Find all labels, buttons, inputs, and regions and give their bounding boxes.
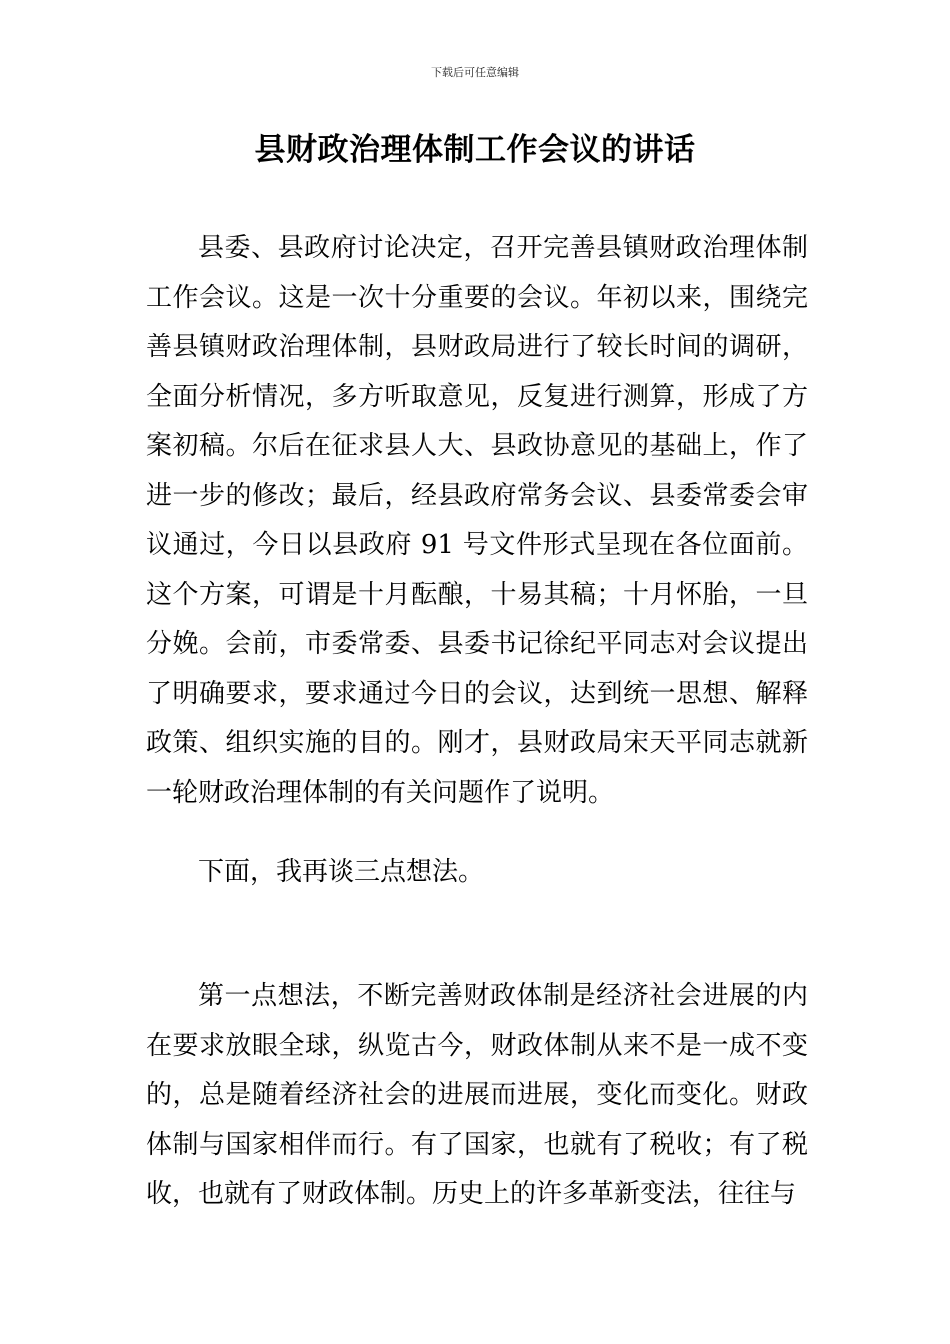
document-title: 县财政治理体制工作会议的讲话 <box>254 132 696 168</box>
header-note: 下载后可任意编辑 <box>431 66 519 79</box>
paragraph: 第一点想法，不断完善财政体制是经济社会进展的内在要求放眼全球，纵览古今，财政体制从来不是一成不变的，总是随着经济社会的进展而进展，变化而变化。财政体制与国家相伴而行。有了国家，也就有了税收；有了税收，也就有了财政体制。历史上的许多革新变法，往往与 <box>146 981 808 1209</box>
paragraph: 下面，我再谈三点想法。 <box>198 857 485 887</box>
paragraph: 县委、县政府讨论决定，召开完善县镇财政治理体制工作会议。这是一次十分重要的会议。年初以来，围绕完善县镇财政治理体制，县财政局进行了较长时间的调研，全面分析情况，多方听取意见，反复进行测算，形成了方案初稿。尔后在征求县人大、县政协意见的基础上，作了进一步的修改；最后，经县政府常务会议、县委常委会审议通过，今日以县政府 91 号文件形式呈现在各位面前。这个方案，可谓是十月酝酿，十易其稿；十月怀胎，一旦分娩。会前，市委常委、县委书记徐纪平同志对会议提出了明确要求，要求通过今日的会议，达到统一思想、解释政策、组织实施的目的。刚才，县财政局宋天平同志就新一轮财政治理体制的有关问题作了说明。 <box>146 233 808 808</box>
